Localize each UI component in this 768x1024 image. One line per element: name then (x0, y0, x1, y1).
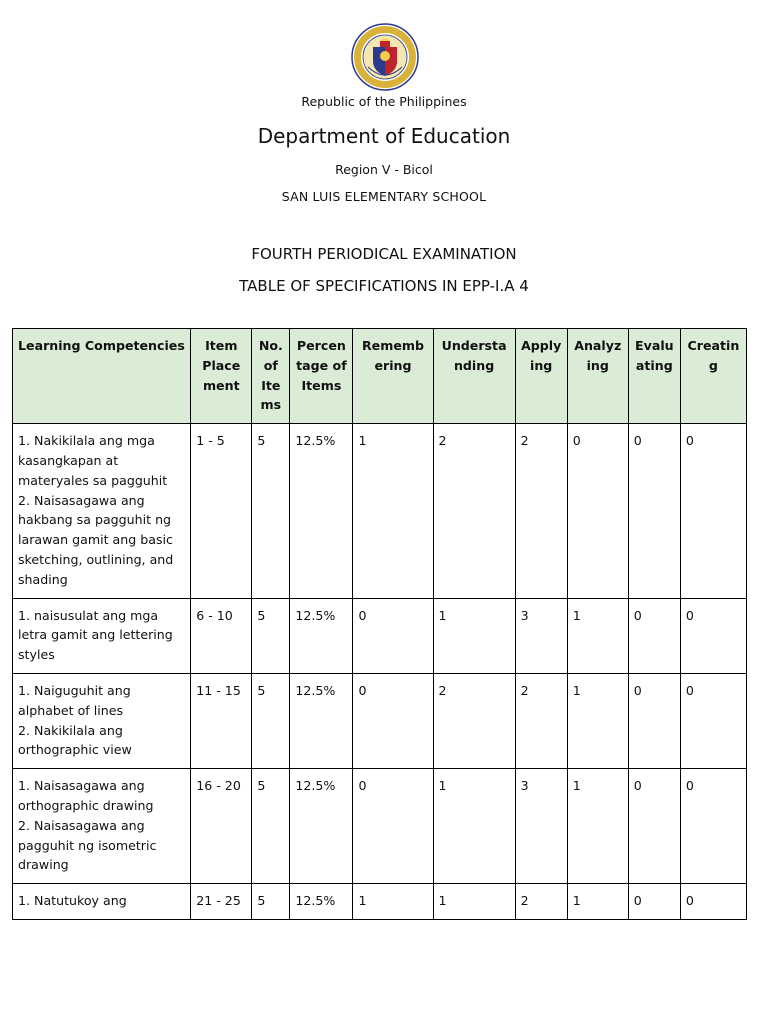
country-name: Republic of the Philippines (301, 94, 467, 109)
percentage-cell: 12.5% (290, 884, 353, 920)
remembering-cell: 0 (353, 598, 433, 673)
applying-cell: 2 (515, 424, 567, 598)
applying-cell: 3 (515, 598, 567, 673)
no-of-items-cell: 5 (252, 769, 290, 884)
analyzing-cell: 1 (567, 884, 628, 920)
col-applying: Apply ing (515, 329, 567, 424)
evaluating-cell: 0 (628, 884, 680, 920)
evaluating-cell: 0 (628, 598, 680, 673)
col-evaluating: Evalu ating (628, 329, 680, 424)
percentage-cell: 12.5% (290, 673, 353, 768)
col-analyzing: Analyz ing (567, 329, 628, 424)
department-name: Department of Education (257, 124, 511, 148)
percentage-cell: 12.5% (290, 598, 353, 673)
competency-cell: 1. Nakikilala ang mga kasangkapan at materyales sa pagguhit 2. Naisasagawa ang hakbang sa pagguhit ng larawan gamit ang basic sketching, outlining, and shading (13, 424, 191, 598)
col-percentage: Percen tage of Items (290, 329, 353, 424)
analyzing-cell: 1 (567, 598, 628, 673)
remembering-cell: 1 (353, 424, 433, 598)
col-item-placement: Item Place ment (191, 329, 252, 424)
evaluating-cell: 0 (628, 424, 680, 598)
remembering-cell: 0 (353, 769, 433, 884)
col-remembering: Rememb ering (353, 329, 433, 424)
col-understanding: Understa nding (433, 329, 515, 424)
competency-cell: 1. Naiguguhit ang alphabet of lines 2. Nakikilala ang orthographic view (13, 673, 191, 768)
creating-cell: 0 (680, 598, 746, 673)
evaluating-cell: 0 (628, 769, 680, 884)
item-placement-cell: 6 - 10 (191, 598, 252, 673)
item-placement-cell: 21 - 25 (191, 884, 252, 920)
evaluating-cell: 0 (628, 673, 680, 768)
table-row (13, 884, 747, 920)
exam-title: FOURTH PERIODICAL EXAMINATION (251, 245, 517, 263)
col-learning-competencies: Learning Competencies (13, 329, 191, 424)
creating-cell: 0 (680, 769, 746, 884)
analyzing-cell: 0 (567, 424, 628, 598)
applying-cell: 2 (515, 884, 567, 920)
table-row (13, 424, 747, 598)
table-row (13, 673, 747, 768)
region-name: Region V - Bicol (335, 162, 433, 177)
table-header-row (13, 329, 747, 424)
creating-cell: 0 (680, 424, 746, 598)
percentage-cell: 12.5% (290, 769, 353, 884)
col-creating: Creatin g (680, 329, 746, 424)
analyzing-cell: 1 (567, 769, 628, 884)
understanding-cell: 2 (433, 424, 515, 598)
competency-cell: 1. naisusulat ang mga letra gamit ang lettering styles (13, 598, 191, 673)
school-name: SAN LUIS ELEMENTARY SCHOOL (281, 189, 487, 204)
understanding-cell: 1 (433, 598, 515, 673)
competency-cell: 1. Natutukoy ang (13, 884, 191, 920)
item-placement-cell: 1 - 5 (191, 424, 252, 598)
tos-title: TABLE OF SPECIFICATIONS IN EPP-I.A 4 (239, 277, 529, 295)
remembering-cell: 0 (353, 673, 433, 768)
no-of-items-cell: 5 (252, 884, 290, 920)
table-row (13, 598, 747, 673)
no-of-items-cell: 5 (252, 673, 290, 768)
applying-cell: 2 (515, 673, 567, 768)
remembering-cell: 1 (353, 884, 433, 920)
item-placement-cell: 16 - 20 (191, 769, 252, 884)
item-placement-cell: 11 - 15 (191, 673, 252, 768)
understanding-cell: 1 (433, 769, 515, 884)
understanding-cell: 2 (433, 673, 515, 768)
competency-cell: 1. Naisasagawa ang orthographic drawing 2. Naisasagawa ang pagguhit ng isometric drawing (13, 769, 191, 884)
applying-cell: 3 (515, 769, 567, 884)
no-of-items-cell: 5 (252, 424, 290, 598)
analyzing-cell: 1 (567, 673, 628, 768)
creating-cell: 0 (680, 673, 746, 768)
deped-seal-logo (351, 23, 419, 91)
col-no-of-items: No. of Ite ms (252, 329, 290, 424)
no-of-items-cell: 5 (252, 598, 290, 673)
percentage-cell: 12.5% (290, 424, 353, 598)
understanding-cell: 1 (433, 884, 515, 920)
creating-cell: 0 (680, 884, 746, 920)
table-row (13, 769, 747, 884)
specification-table (12, 328, 747, 920)
